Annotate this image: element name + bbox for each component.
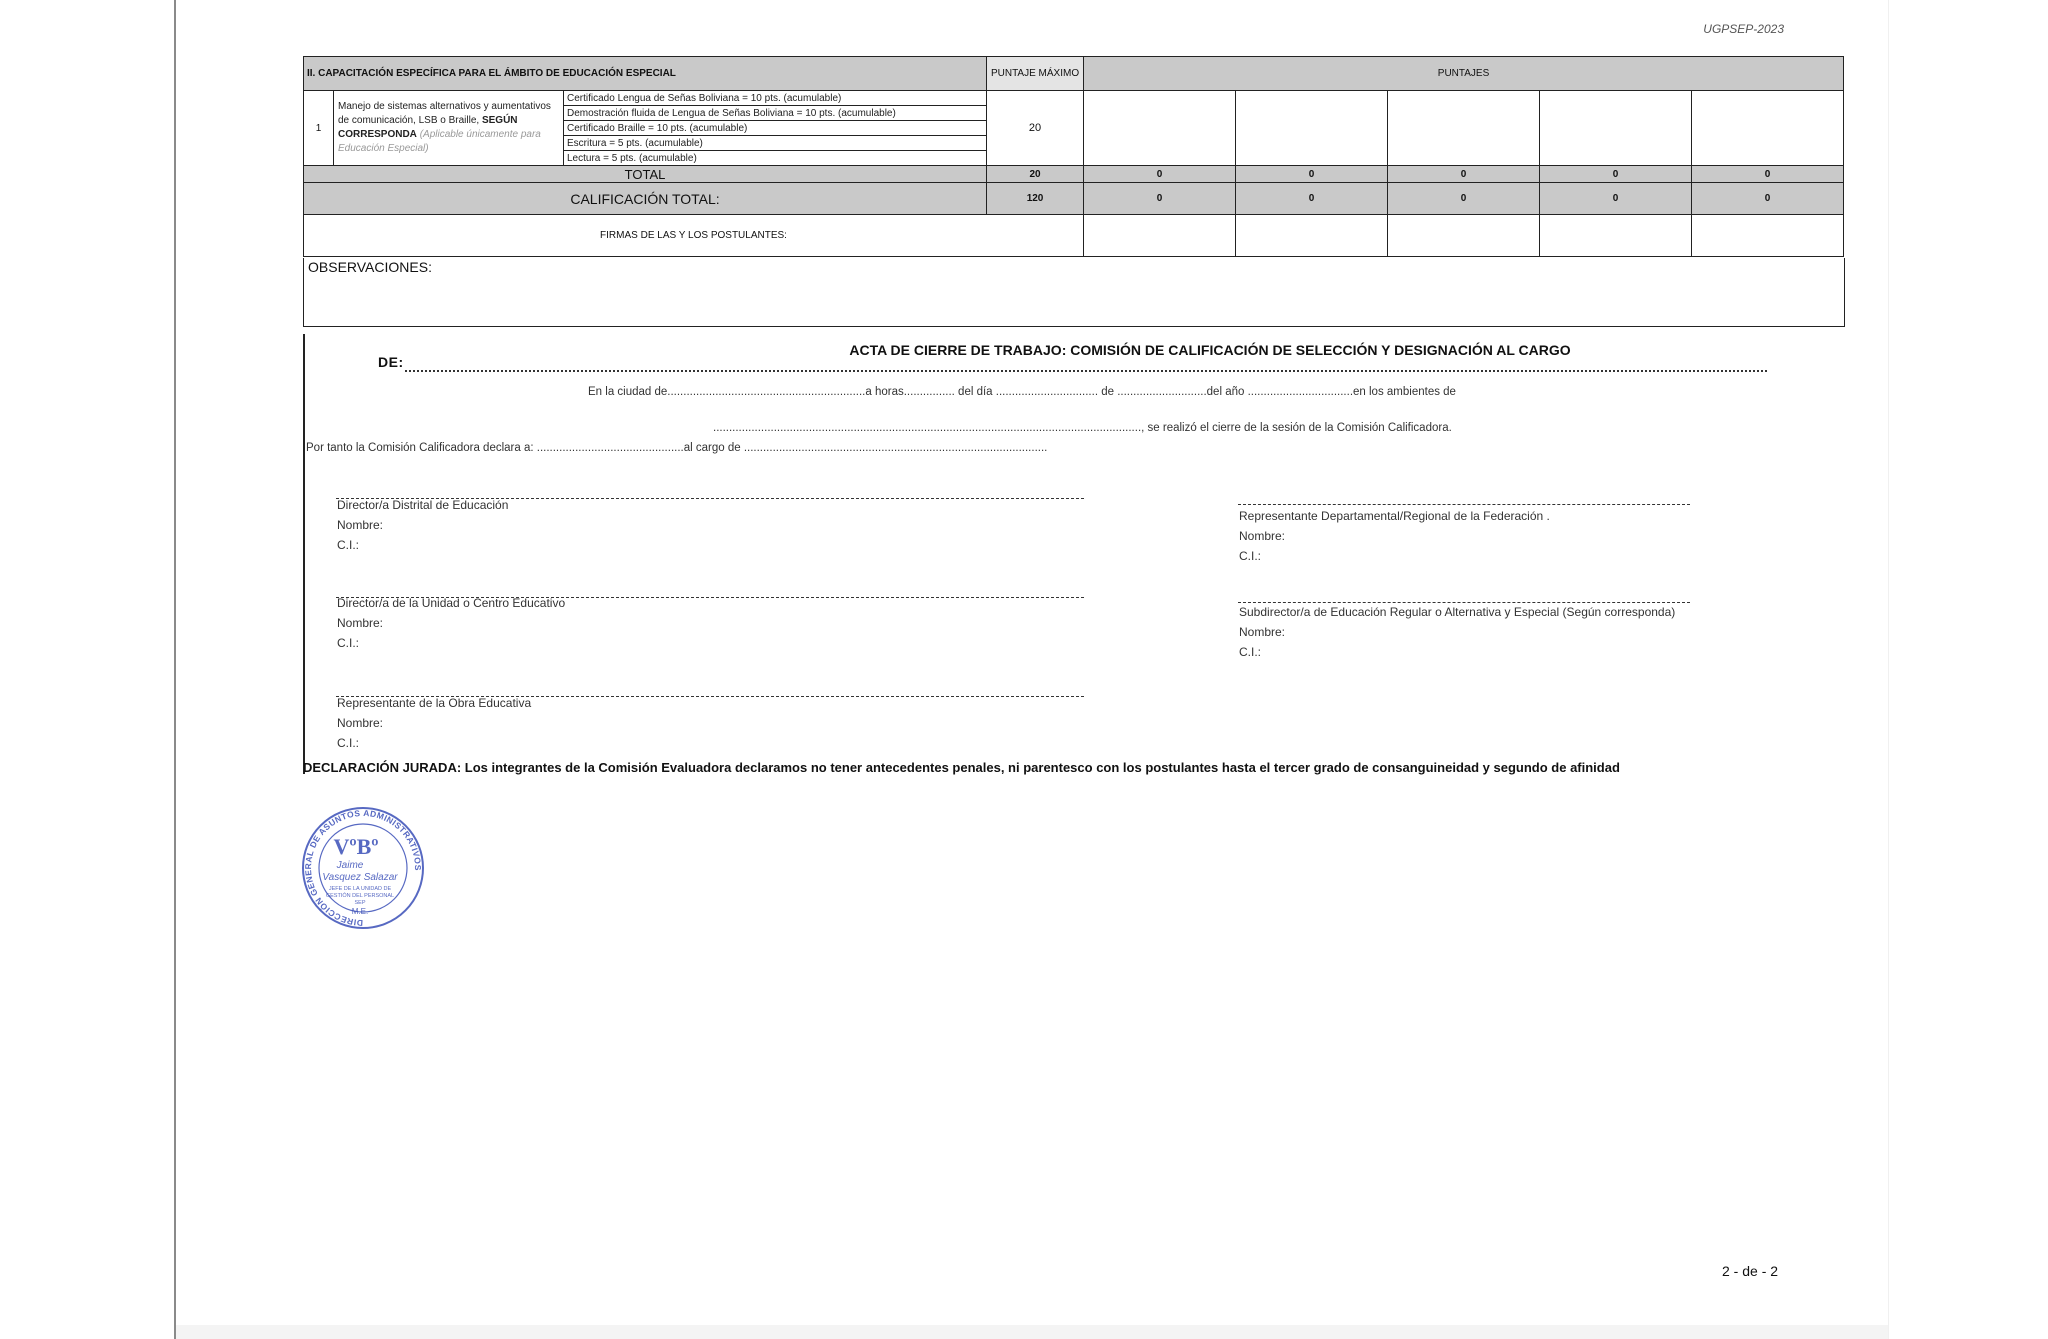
signatory-block: [337, 693, 531, 753]
observaciones-box[interactable]: [303, 258, 1845, 327]
criterion-row: Certificado Lengua de Señas Boliviana = 10 pts. (acumulable): [564, 91, 987, 106]
score-cell[interactable]: [1540, 91, 1692, 166]
total-score: 0: [1540, 166, 1692, 183]
declaracion-jurada: DECLARACIÓN JURADA: Los integrantes de la Comisión Evaluadora declaramos no tener antecedentes penales, ni parentesco con los postulantes hasta el tercer grado de consanguineidad y segundo de afinidad: [303, 760, 1620, 775]
score-cell[interactable]: [1236, 91, 1388, 166]
firmas-label: FIRMAS DE LAS Y LOS POSTULANTES:: [304, 215, 1084, 257]
item-max-score: 20: [987, 91, 1084, 166]
page-number: 2 - de - 2: [1722, 1263, 1779, 1279]
scan-shadow: [176, 1325, 1888, 1339]
signatory-ci-label: C.I.:: [1239, 645, 1262, 659]
section-title: II. CAPACITACIÓN ESPECÍFICA PARA EL ÁMBITO DE EDUCACIÓN ESPECIAL: [304, 57, 987, 91]
acta-title: ACTA DE CIERRE DE TRABAJO: COMISIÓN DE CALIFICACIÓN DE SELECCIÓN Y DESIGNACIÓN AL CARGO: [849, 342, 1571, 358]
scan-margin-line: [174, 0, 176, 1339]
signatory-role: Director/a de la Unidad o Centro Educativo: [337, 596, 566, 610]
total-score: 0: [1236, 166, 1388, 183]
seal-vobo: VºBº: [333, 834, 379, 859]
calificacion-total-max: 120: [987, 183, 1084, 215]
criterion-row: Escritura = 5 pts. (acumulable): [564, 136, 987, 151]
item-number: 1: [304, 91, 334, 166]
signatory-block: [1239, 602, 1675, 662]
signature-cell[interactable]: [1388, 215, 1540, 257]
official-seal: [298, 800, 428, 935]
seal-role-2: GESTIÓN DEL PERSONAL: [325, 893, 395, 899]
calificacion-score: 0: [1692, 183, 1844, 215]
score-cell[interactable]: [1692, 91, 1844, 166]
criterion-row: Lectura = 5 pts. (acumulable): [564, 151, 987, 166]
signatory-block: [1239, 506, 1550, 566]
total-max: 20: [987, 166, 1084, 183]
score-table: [303, 56, 1844, 257]
signatory-name-label: Nombre:: [337, 616, 384, 630]
signatory-ci-label: C.I.:: [1239, 549, 1262, 563]
seal-role-1: JEFE DE LA UNIDAD DE: [328, 886, 392, 892]
signatory-ci-label: C.I.:: [337, 736, 360, 750]
calificacion-score: 0: [1540, 183, 1692, 215]
criterion-row: Certificado Braille = 10 pts. (acumulable): [564, 121, 987, 136]
signatory-name-label: Nombre:: [337, 716, 384, 730]
signatory-role: Subdirector/a de Educación Regular o Alternativa y Especial (Según corresponda): [1239, 605, 1676, 619]
calificacion-total-label: CALIFICACIÓN TOTAL:: [304, 183, 987, 215]
signatory-name-label: Nombre:: [1239, 529, 1286, 543]
score-cell[interactable]: [1388, 91, 1540, 166]
signatory-role: Director/a Distrital de Educación: [337, 498, 509, 512]
item-description: [334, 91, 564, 166]
seal-org: M.E.: [351, 907, 369, 916]
document-code: UGPSEP-2023: [1703, 22, 1784, 36]
acta-line-3: Por tanto la Comisión Calificadora declara a: ..............................................al cargo de ...............................................................................................: [306, 442, 1048, 454]
signatory-name-label: Nombre:: [337, 518, 384, 532]
observaciones-label: OBSERVACIONES:: [308, 259, 432, 275]
calificacion-score: 0: [1084, 183, 1236, 215]
scan-margin-line-right: [1888, 0, 1889, 1339]
score-cell[interactable]: [1084, 91, 1236, 166]
total-score: 0: [1084, 166, 1236, 183]
signature-line: [1238, 504, 1690, 505]
signatory-role: Representante Departamental/Regional de la Federación .: [1239, 509, 1550, 523]
signatory-block: [337, 495, 508, 555]
acta-left-border: [303, 334, 305, 774]
total-score: 0: [1692, 166, 1844, 183]
acta-line-2: ......................................................................................................................................, se realizó el cierre de la sesión de la Comisión Calificadora.: [713, 422, 1452, 434]
seal-ring-text: DIRECCIÓN GENERAL DE ASUNTOS ADMINISTRATIVOS: [302, 807, 424, 929]
signatory-ci-label: C.I.:: [337, 636, 360, 650]
seal-role-3: SEP: [354, 900, 366, 906]
signature-cell[interactable]: [1236, 215, 1388, 257]
item-desc-note: (Aplicable únicamente para Educación Especial): [338, 129, 541, 154]
puntaje-maximo-header: PUNTAJE MÁXIMO: [987, 57, 1084, 91]
seal-name-2: Vasquez Salazar: [322, 872, 398, 883]
signatory-role: Representante de la Obra Educativa: [337, 696, 532, 710]
total-label: TOTAL: [304, 166, 987, 183]
signature-cell[interactable]: [1084, 215, 1236, 257]
item-desc-bold: SEGÚN CORRESPONDA: [338, 115, 518, 140]
signatory-name-label: Nombre:: [1239, 625, 1286, 639]
criterion-row: Demostración fluida de Lengua de Señas Boliviana = 10 pts. (acumulable): [564, 106, 987, 121]
puntajes-header: PUNTAJES: [1084, 57, 1844, 91]
calificacion-score: 0: [1388, 183, 1540, 215]
acta-de-label: DE:: [378, 354, 404, 370]
signature-cell[interactable]: [1692, 215, 1844, 257]
signature-cell[interactable]: [1540, 215, 1692, 257]
signatory-ci-label: C.I.:: [337, 538, 360, 552]
calificacion-score: 0: [1236, 183, 1388, 215]
seal-name-1: Jaime: [336, 860, 364, 871]
acta-line-1: En la ciudad de..............................................................a horas................ del día ................................ de ............................del año .................................en los ambientes de: [588, 386, 1456, 398]
item-desc-main: Manejo de sistemas alternativos y aumentativos de comunicación, LSB o Braille,: [338, 101, 551, 126]
total-score: 0: [1388, 166, 1540, 183]
acta-de-dotted-line[interactable]: [405, 370, 1767, 372]
signatory-block: [337, 593, 565, 653]
